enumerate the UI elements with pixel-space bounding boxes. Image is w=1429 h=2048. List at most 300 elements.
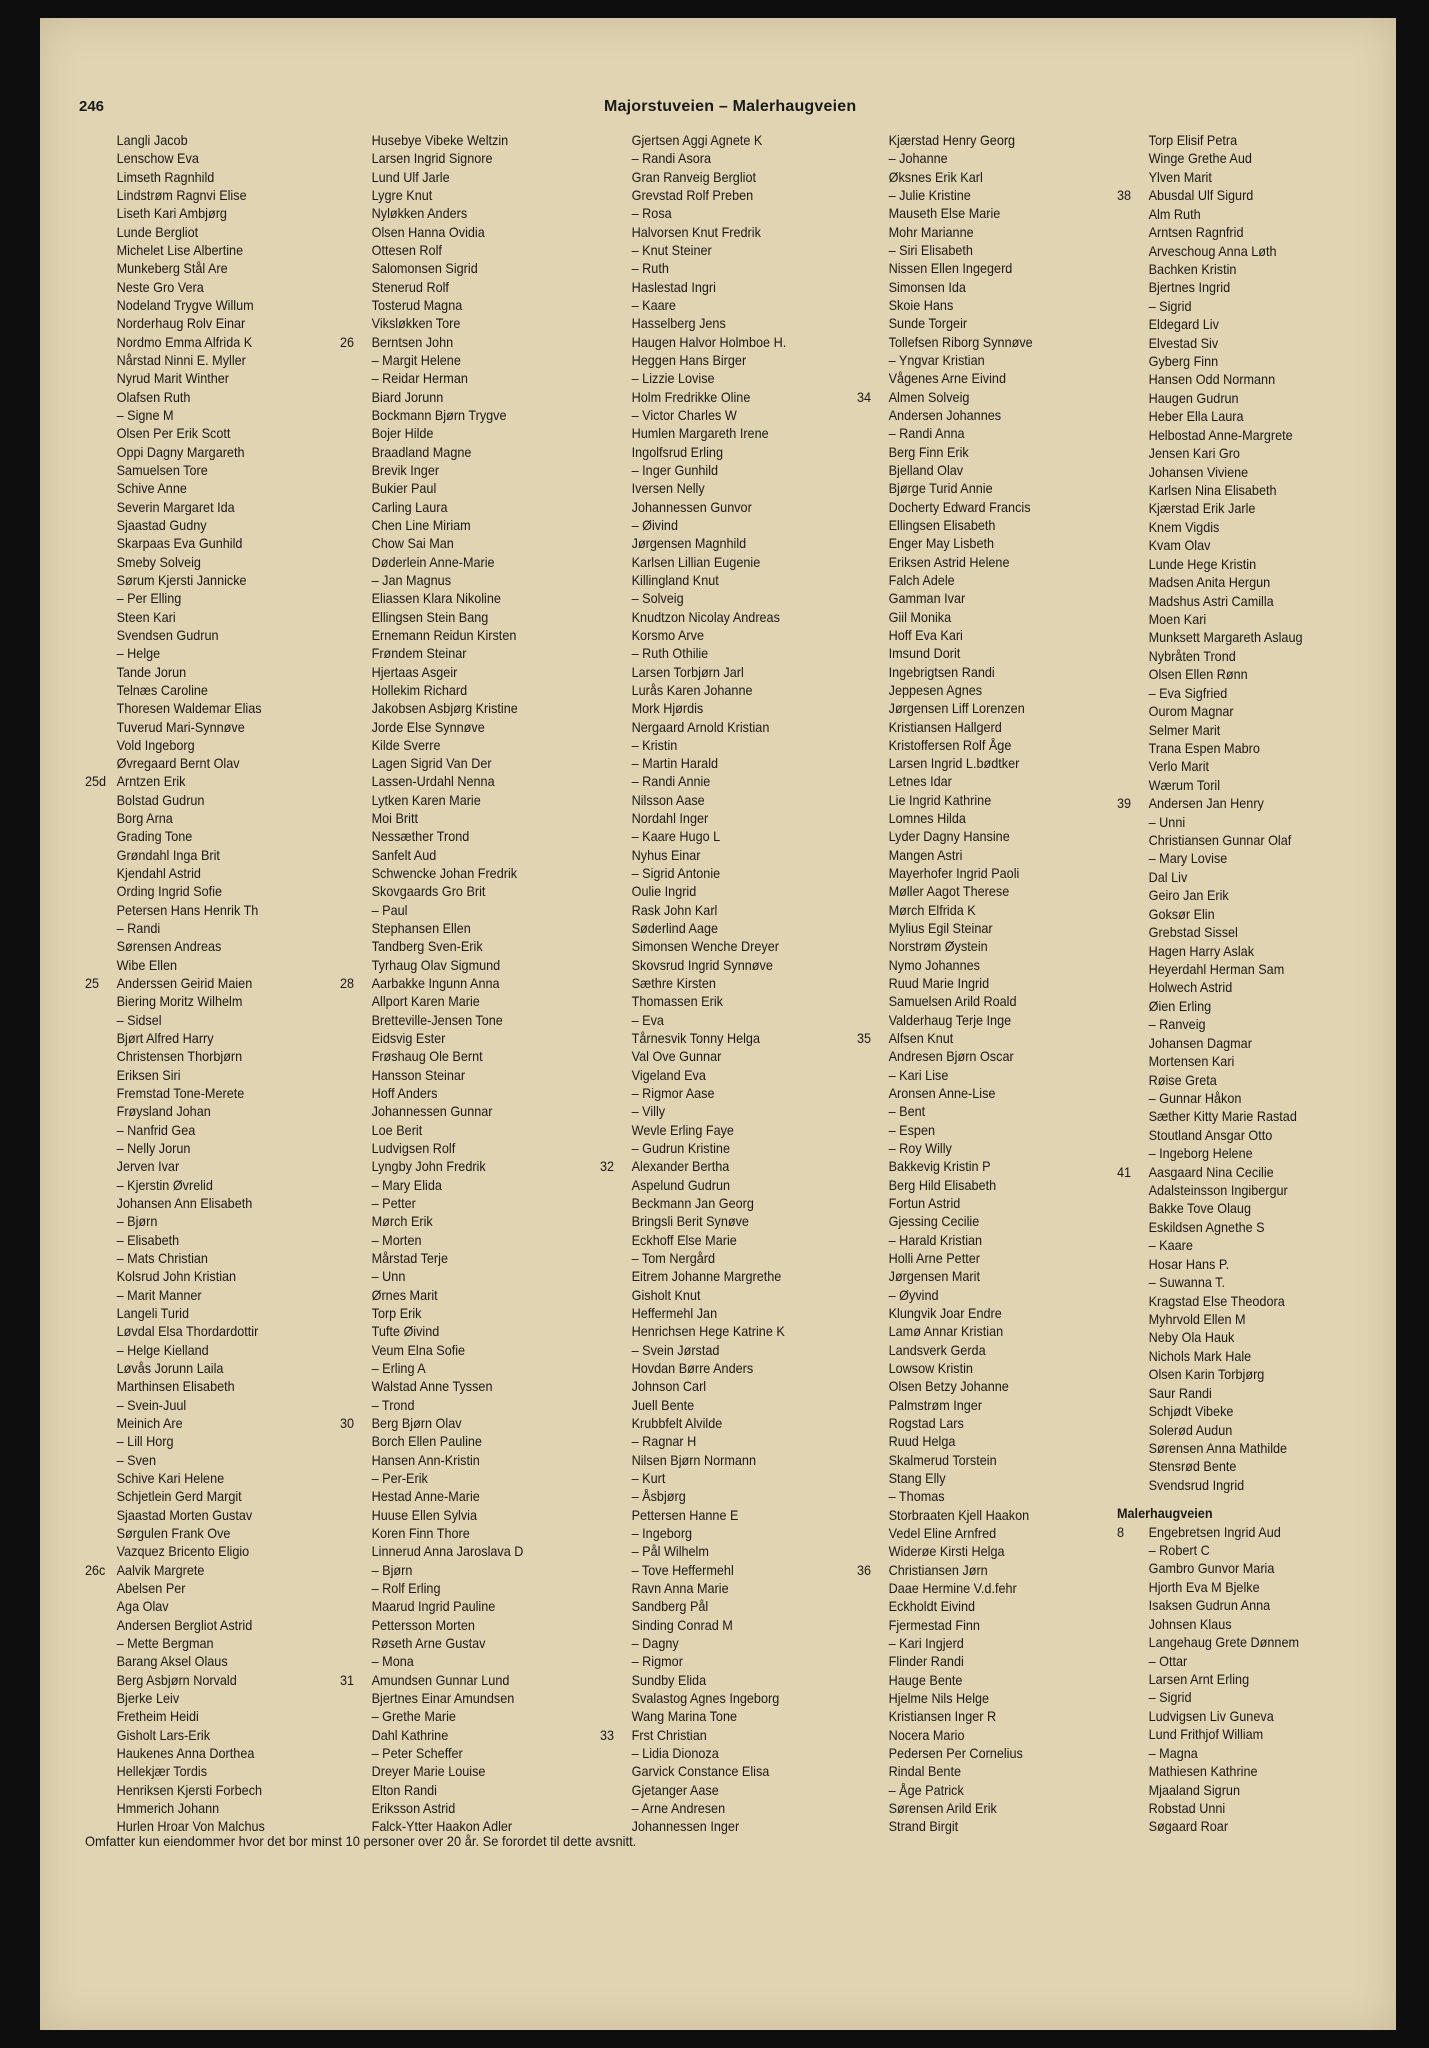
resident-entry xyxy=(85,1323,327,1341)
resident-entry xyxy=(340,1085,582,1103)
resident-entry xyxy=(857,517,1099,535)
resident-name: Bakkevig Kristin P xyxy=(888,1159,991,1175)
resident-entry xyxy=(857,1342,1099,1360)
resident-entry xyxy=(1117,261,1359,279)
resident-name: Bjerke Leiv xyxy=(116,1690,180,1706)
resident-name: Thoresen Waldemar Elias xyxy=(116,701,262,717)
resident-entry xyxy=(600,737,842,755)
resident-name: Gisholt Knut xyxy=(631,1287,701,1303)
resident-name: Christiansen Gunnar Olaf xyxy=(1148,833,1292,849)
resident-name: – Kari Lise xyxy=(888,1067,949,1083)
resident-name: Ellingsen Elisabeth xyxy=(888,517,996,533)
resident-entry xyxy=(85,1488,327,1506)
resident-name: Sandberg Pål xyxy=(631,1599,709,1615)
resident-name: Lyder Dagny Hansine xyxy=(888,829,1010,845)
resident-entry xyxy=(1117,1072,1359,1090)
resident-name: Vågenes Arne Eivind xyxy=(888,371,1007,387)
resident-name: Andresen Bjørn Oscar xyxy=(888,1049,1014,1065)
resident-name: Aga Olav xyxy=(116,1599,169,1615)
resident-name: Fortun Astrid xyxy=(888,1196,961,1212)
resident-name: Tårnesvik Tonny Helga xyxy=(631,1031,760,1047)
resident-name: Berg Hild Elisabeth xyxy=(888,1177,997,1193)
resident-entry xyxy=(857,1103,1099,1121)
resident-name: Hjertaas Asgeir xyxy=(371,664,458,680)
resident-entry xyxy=(600,1122,842,1140)
resident-name: Mortensen Kari xyxy=(1148,1054,1235,1070)
resident-name: Kolsrud John Kristian xyxy=(116,1269,237,1285)
resident-name: – Jan Magnus xyxy=(371,572,452,588)
resident-entry xyxy=(600,279,842,297)
house-number: 30 xyxy=(340,1415,355,1431)
resident-entry xyxy=(340,462,582,480)
resident-entry xyxy=(85,1635,327,1653)
resident-name: Trana Espen Mabro xyxy=(1148,740,1260,756)
resident-name: Nissen Ellen Ingegerd xyxy=(888,261,1013,277)
resident-name: – Knut Steiner xyxy=(631,242,712,258)
resident-entry xyxy=(85,1672,327,1690)
resident-entry xyxy=(857,645,1099,663)
resident-entry xyxy=(85,1580,327,1598)
resident-name: Hjorth Eva M Bjelke xyxy=(1148,1579,1260,1595)
resident-name: Nergaard Arnold Kristian xyxy=(631,719,770,735)
resident-entry xyxy=(1117,703,1359,721)
resident-name: – Espen xyxy=(888,1122,936,1138)
resident-entry xyxy=(600,883,842,901)
resident-entry xyxy=(857,993,1099,1011)
resident-name: Hoff Anders xyxy=(371,1086,438,1102)
resident-entry xyxy=(1117,1256,1359,1274)
resident-name: Norderhaug Rolv Einar xyxy=(116,316,246,332)
resident-entry xyxy=(600,1268,842,1286)
resident-entry xyxy=(85,1433,327,1451)
resident-name: – Åge Patrick xyxy=(888,1782,964,1798)
resident-entry xyxy=(340,315,582,333)
resident-entry xyxy=(340,1305,582,1323)
resident-entry xyxy=(857,1012,1099,1030)
resident-name: Kjendahl Astrid xyxy=(116,866,201,882)
directory-page xyxy=(40,18,1396,2030)
resident-entry xyxy=(340,1048,582,1066)
resident-name: Aspelund Gudrun xyxy=(631,1177,731,1193)
resident-name: Myhrvold Ellen M xyxy=(1148,1312,1246,1327)
resident-entry xyxy=(857,1672,1099,1690)
resident-entry xyxy=(85,1525,327,1543)
resident-entry xyxy=(85,847,327,865)
resident-entry xyxy=(85,1213,327,1231)
resident-entry xyxy=(857,1415,1099,1433)
resident-entry xyxy=(857,975,1099,993)
resident-entry xyxy=(857,1708,1099,1726)
resident-entry xyxy=(85,1617,327,1635)
resident-entry xyxy=(857,462,1099,480)
resident-entry xyxy=(340,1562,582,1580)
resident-name: Arntzen Erik xyxy=(116,774,186,790)
resident-entry xyxy=(340,389,582,407)
resident-name: Mork Hjørdis xyxy=(631,701,704,717)
resident-name: Eitrem Johanne Margrethe xyxy=(631,1269,782,1285)
resident-entry xyxy=(857,609,1099,627)
resident-name: Winge Grethe Aud xyxy=(1148,151,1252,167)
resident-entry xyxy=(857,370,1099,388)
resident-entry xyxy=(1117,1145,1359,1163)
resident-name: – Tove Heffermehl xyxy=(631,1562,734,1578)
resident-entry xyxy=(857,554,1099,572)
resident-entry xyxy=(857,1305,1099,1323)
resident-entry xyxy=(85,1470,327,1488)
resident-entry xyxy=(857,810,1099,828)
resident-entry xyxy=(340,700,582,718)
resident-name: Eckhoff Else Marie xyxy=(631,1232,737,1248)
resident-name: Schive Anne xyxy=(116,481,187,497)
resident-entry xyxy=(600,132,842,150)
resident-entry xyxy=(1117,408,1359,426)
resident-name: Hestad Anne-Marie xyxy=(371,1489,480,1505)
resident-name: Jørgensen Marit xyxy=(888,1269,980,1285)
house-number: 36 xyxy=(857,1562,872,1578)
resident-name: Larsen Torbjørn Jarl xyxy=(631,664,744,680)
resident-entry xyxy=(1117,1818,1359,1836)
resident-name: Grøndahl Inga Brit xyxy=(116,847,220,863)
house-number: 26c xyxy=(85,1562,106,1578)
resident-name: Aasgaard Nina Cecilie xyxy=(1148,1164,1274,1180)
resident-name: Nybråten Trond xyxy=(1148,648,1236,664)
resident-entry xyxy=(857,242,1099,260)
resident-name: – Lidia Dionoza xyxy=(631,1745,719,1761)
resident-entry xyxy=(1117,1653,1359,1671)
resident-name: Olsen Betzy Johanne xyxy=(888,1379,1009,1395)
resident-name: Husebye Vibeke Weltzin xyxy=(371,133,509,148)
resident-entry xyxy=(857,352,1099,370)
resident-name: Falck-Ytter Haakon Adler xyxy=(371,1819,513,1835)
resident-name: Lyngby John Fredrik xyxy=(371,1159,486,1175)
resident-entry xyxy=(857,334,1099,352)
resident-entry xyxy=(857,1378,1099,1396)
resident-name: Kjærstad Henry Georg xyxy=(888,133,1016,148)
resident-name: Robstad Unni xyxy=(1148,1800,1226,1816)
resident-name: Hurlen Hroar Von Malchus xyxy=(116,1819,265,1835)
resident-name: Sørensen Andreas xyxy=(116,939,222,955)
resident-name: Øvregaard Bernt Olav xyxy=(116,756,240,772)
resident-name: – Randi Anna xyxy=(888,426,965,442)
resident-entry xyxy=(85,334,327,352)
resident-name: Mauseth Else Marie xyxy=(888,206,1001,222)
resident-name: – Sigrid Antonie xyxy=(631,866,721,882)
resident-name: Sørensen Arild Erik xyxy=(888,1800,997,1816)
resident-entry xyxy=(600,1452,842,1470)
resident-entry xyxy=(340,1452,582,1470)
resident-name: Mørch Erik xyxy=(371,1214,433,1230)
resident-name: Hovdan Børre Anders xyxy=(631,1360,754,1376)
resident-entry xyxy=(857,957,1099,975)
resident-entry xyxy=(857,865,1099,883)
resident-entry xyxy=(85,150,327,168)
resident-entry xyxy=(340,1268,582,1286)
resident-entry xyxy=(340,1653,582,1671)
resident-entry xyxy=(1117,979,1359,997)
resident-name: Eckholdt Eivind xyxy=(888,1599,976,1615)
resident-entry xyxy=(85,700,327,718)
resident-name: Lytken Karen Marie xyxy=(371,792,481,808)
resident-name: Krubbfelt Alvilde xyxy=(631,1415,723,1431)
resident-entry xyxy=(600,1360,842,1378)
resident-name: Lie Ingrid Kathrine xyxy=(888,792,992,808)
resident-name: Isaksen Gudrun Anna xyxy=(1148,1598,1271,1614)
resident-name: Liseth Kari Ambjørg xyxy=(116,206,227,222)
resident-name: Bjørt Alfred Harry xyxy=(116,1031,214,1047)
resident-name: Flinder Randi xyxy=(888,1654,964,1670)
resident-name: Hagen Harry Aslak xyxy=(1148,943,1255,959)
resident-name: Borg Arna xyxy=(116,811,173,827)
resident-name: Smeby Solveig xyxy=(116,554,201,570)
resident-name: Heyerdahl Herman Sam xyxy=(1148,961,1285,977)
resident-name: Berntsen John xyxy=(371,334,454,350)
resident-entry xyxy=(1117,648,1359,666)
resident-name: Storbraaten Kjell Haakon xyxy=(888,1507,1030,1523)
resident-name: Telnæs Caroline xyxy=(116,682,208,698)
resident-entry xyxy=(340,1800,582,1818)
resident-entry xyxy=(85,572,327,590)
resident-name: Ruud Helga xyxy=(888,1434,956,1450)
resident-name: Eskildsen Agnethe S xyxy=(1148,1219,1265,1235)
resident-name: Møller Aagot Therese xyxy=(888,884,1010,900)
resident-name: Henriksen Kjersti Forbech xyxy=(116,1782,263,1798)
resident-entry xyxy=(600,847,842,865)
resident-name: Skovsrud Ingrid Synnøve xyxy=(631,957,773,973)
resident-name: Garvick Constance Elisa xyxy=(631,1764,770,1780)
resident-name: Valderhaug Terje Inge xyxy=(888,1012,1012,1028)
resident-entry xyxy=(1117,1237,1359,1255)
resident-entry xyxy=(340,1158,582,1176)
resident-entry xyxy=(340,719,582,737)
resident-entry xyxy=(85,499,327,517)
resident-entry xyxy=(1117,685,1359,703)
resident-entry xyxy=(1117,629,1359,647)
resident-name: Viksløkken Tore xyxy=(371,316,461,332)
resident-entry xyxy=(85,828,327,846)
resident-entry xyxy=(857,773,1099,791)
resident-name: Dreyer Marie Louise xyxy=(371,1764,486,1780)
resident-name: Øien Erling xyxy=(1148,998,1212,1014)
resident-name: Lenschow Eva xyxy=(116,151,199,167)
resident-entry xyxy=(1117,316,1359,334)
resident-entry xyxy=(340,279,582,297)
resident-name: Gjertsen Aggi Agnete K xyxy=(631,133,763,148)
resident-name: Gisholt Lars-Erik xyxy=(116,1727,211,1743)
resident-name: Sæthre Kirsten xyxy=(631,976,716,992)
resident-entry xyxy=(857,883,1099,901)
resident-entry xyxy=(340,444,582,462)
resident-entry xyxy=(857,1122,1099,1140)
resident-entry xyxy=(85,132,327,150)
resident-name: Lund Frithjof William xyxy=(1148,1727,1264,1743)
resident-entry xyxy=(857,1800,1099,1818)
resident-entry xyxy=(85,370,327,388)
resident-name: Anderssen Geirid Maien xyxy=(116,976,253,992)
resident-entry xyxy=(340,1782,582,1800)
resident-name: Jensen Kari Gro xyxy=(1148,446,1240,462)
resident-name: Pedersen Per Cornelius xyxy=(888,1745,1023,1761)
resident-name: Wevle Erling Faye xyxy=(631,1122,734,1138)
resident-name: Søderlind Aage xyxy=(631,921,719,937)
resident-name: – Sigrid xyxy=(1148,1690,1192,1706)
resident-entry xyxy=(85,315,327,333)
resident-name: Val Ove Gunnar xyxy=(631,1049,722,1065)
resident-entry xyxy=(340,205,582,223)
resident-name: Stang Elly xyxy=(888,1470,946,1486)
resident-entry xyxy=(857,1745,1099,1763)
resident-name: Munksett Margareth Aslaug xyxy=(1148,630,1303,646)
resident-entry xyxy=(340,737,582,755)
house-number: 33 xyxy=(600,1727,615,1743)
resident-name: Svendsrud Ingrid xyxy=(1148,1477,1245,1493)
resident-entry xyxy=(857,590,1099,608)
resident-name: Ourom Magnar xyxy=(1148,704,1234,720)
resident-name: Alfsen Knut xyxy=(888,1031,954,1047)
resident-name: Grevstad Rolf Preben xyxy=(631,187,754,203)
resident-entry xyxy=(1117,777,1359,795)
resident-entry xyxy=(600,1653,842,1671)
resident-name: Sanfelt Aud xyxy=(371,847,437,863)
resident-entry xyxy=(600,590,842,608)
resident-entry xyxy=(600,1195,842,1213)
resident-entry xyxy=(85,1158,327,1176)
resident-entry xyxy=(1117,243,1359,261)
resident-entry xyxy=(1117,537,1359,555)
resident-entry xyxy=(857,1580,1099,1598)
resident-entry xyxy=(600,920,842,938)
resident-name: – Ruth xyxy=(631,261,669,277)
resident-name: Døderlein Anne-Marie xyxy=(371,554,495,570)
resident-entry xyxy=(1117,482,1359,500)
resident-name: Vigeland Eva xyxy=(631,1067,706,1083)
resident-entry xyxy=(857,682,1099,700)
resident-entry xyxy=(340,1360,582,1378)
resident-entry xyxy=(600,1085,842,1103)
resident-entry xyxy=(1117,924,1359,942)
resident-name: Fjermestad Finn xyxy=(888,1617,980,1633)
resident-name: Lassen-Urdahl Nenna xyxy=(371,774,495,790)
resident-entry xyxy=(340,847,582,865)
resident-name: Gjessing Cecilie xyxy=(888,1214,980,1230)
resident-entry xyxy=(600,682,842,700)
resident-entry xyxy=(857,1067,1099,1085)
resident-entry xyxy=(600,224,842,242)
resident-name: – Nelly Jorun xyxy=(116,1141,191,1157)
resident-entry xyxy=(600,205,842,223)
resident-name: – Erling A xyxy=(371,1360,426,1376)
resident-name: Bjørge Turid Annie xyxy=(888,481,993,497)
resident-entry xyxy=(85,1268,327,1286)
resident-entry xyxy=(600,975,842,993)
resident-name: Sjaastad Morten Gustav xyxy=(116,1507,253,1523)
resident-entry xyxy=(857,205,1099,223)
resident-entry xyxy=(857,1653,1099,1671)
resident-name: Thomassen Erik xyxy=(631,994,723,1010)
resident-name: Larsen Ingrid L.bødtker xyxy=(888,756,1020,772)
resident-name: Skalmerud Torstein xyxy=(888,1452,997,1468)
resident-name: Tosterud Magna xyxy=(371,297,463,313)
resident-name: Vedel Eline Arnfred xyxy=(888,1525,997,1541)
resident-entry xyxy=(340,1525,582,1543)
resident-entry xyxy=(600,462,842,480)
resident-entry xyxy=(1117,464,1359,482)
resident-entry xyxy=(600,902,842,920)
resident-entry xyxy=(85,1287,327,1305)
resident-name: Schjødt Vibeke xyxy=(1148,1404,1234,1420)
resident-name: Dahl Kathrine xyxy=(371,1727,449,1743)
resident-entry xyxy=(600,1030,842,1048)
resident-name: Bringsli Berit Synøve xyxy=(631,1214,749,1230)
resident-entry xyxy=(600,1525,842,1543)
resident-name: Hansen Odd Normann xyxy=(1148,372,1276,388)
resident-name: Mayerhofer Ingrid Paoli xyxy=(888,866,1020,882)
resident-name: Allport Karen Marie xyxy=(371,994,480,1010)
resident-name: – Sven xyxy=(116,1452,156,1468)
resident-entry xyxy=(857,132,1099,150)
resident-name: Madshus Astri Camilla xyxy=(1148,593,1274,609)
resident-name: Carling Laura xyxy=(371,499,448,515)
resident-name: – Rigmor Aase xyxy=(631,1086,715,1102)
resident-entry xyxy=(600,1213,842,1231)
resident-name: Kristiansen Hallgerd xyxy=(888,719,1002,735)
resident-entry xyxy=(1117,850,1359,868)
footnote: Omfatter kun eiendommer hvor det bor minst 10 personer over 20 år. Se forordet til dette avsnitt. xyxy=(85,1834,637,1849)
resident-name: Sørgulen Frank Ove xyxy=(116,1525,231,1541)
resident-name: Eldegard Liv xyxy=(1148,317,1219,333)
resident-name: Eliassen Klara Nikoline xyxy=(371,591,501,607)
resident-name: Hasselberg Jens xyxy=(631,316,726,332)
resident-entry xyxy=(85,1030,327,1048)
resident-entry xyxy=(600,242,842,260)
resident-name: Langeli Turid xyxy=(116,1306,190,1321)
resident-name: Ørnes Marit xyxy=(371,1287,438,1303)
resident-name: Palmstrøm Inger xyxy=(888,1397,983,1413)
resident-entry xyxy=(340,1213,582,1231)
resident-entry xyxy=(340,1342,582,1360)
resident-name: Lund Ulf Jarle xyxy=(371,169,450,185)
resident-name: Ludvigsen Rolf xyxy=(371,1141,456,1157)
resident-entry xyxy=(857,1562,1099,1580)
house-number: 34 xyxy=(857,389,872,405)
resident-entry xyxy=(85,407,327,425)
resident-entry xyxy=(1117,1127,1359,1145)
resident-name: Korsmo Arve xyxy=(631,627,704,643)
resident-entry xyxy=(340,1488,582,1506)
resident-name: – Bjørn xyxy=(371,1562,413,1578)
resident-name: Stensrød Bente xyxy=(1148,1459,1237,1475)
resident-entry xyxy=(600,1103,842,1121)
resident-name: Johannessen Inger xyxy=(631,1819,740,1835)
resident-name: Simonsen Ida xyxy=(888,279,966,295)
resident-name: Mørch Elfrida K xyxy=(888,902,976,918)
resident-entry xyxy=(340,297,582,315)
resident-name: Nilsson Aase xyxy=(631,792,705,808)
resident-entry xyxy=(340,1397,582,1415)
resident-entry xyxy=(857,627,1099,645)
resident-name: Johnsen Klaus xyxy=(1148,1616,1232,1632)
resident-entry xyxy=(1117,335,1359,353)
resident-entry xyxy=(85,957,327,975)
resident-name: Svalastog Agnes Ingeborg xyxy=(631,1690,780,1706)
resident-entry xyxy=(600,315,842,333)
resident-entry xyxy=(857,480,1099,498)
resident-entry xyxy=(600,664,842,682)
resident-name: Olsen Karin Torbjørg xyxy=(1148,1367,1265,1383)
resident-entry xyxy=(857,1690,1099,1708)
resident-name: Almen Solveig xyxy=(888,389,970,405)
resident-name: Ernemann Reidun Kirsten xyxy=(371,627,517,643)
resident-entry xyxy=(600,1250,842,1268)
